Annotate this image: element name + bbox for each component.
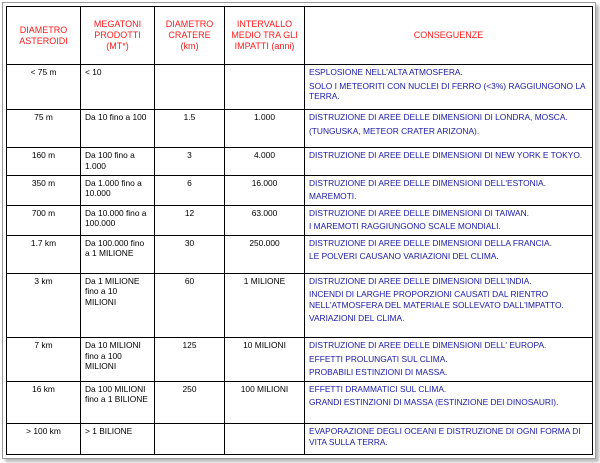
table-frame	[2, 2, 596, 459]
megatons-cell: Da 100.000 fino a 1 MILIONE	[81, 235, 155, 273]
crater-cell: 6	[155, 175, 225, 205]
table-row	[7, 110, 593, 148]
interval-cell	[225, 65, 305, 110]
consequence-line: DISTRUZIONE DI AREE DELLE DIMENSIONI DI LONDRA, MOSCA.	[309, 112, 568, 123]
diameter-cell: 7 km	[7, 338, 81, 382]
consequence-line: EFFETTI DRAMMATICI SUL CLIMA.	[309, 383, 447, 394]
table-row	[7, 273, 593, 338]
table-row	[7, 205, 593, 235]
consequences-cell	[305, 110, 593, 148]
diameter-cell: 3 km	[7, 273, 81, 338]
consequence-line: (TUNGUSKA, METEOR CRATER ARIZONA).	[309, 125, 480, 136]
consequence-line: MAREMOTI.	[309, 191, 357, 202]
consequences-cell	[305, 273, 593, 338]
interval-cell: 10 MILIONI	[225, 338, 305, 382]
consequences-cell	[305, 205, 593, 235]
interval-cell: 4.000	[225, 148, 305, 176]
diameter-cell: 75 m	[7, 110, 81, 148]
megatons-cell: > 1 BILIONE	[81, 424, 155, 455]
megatons-cell: < 10	[81, 65, 155, 110]
crater-cell: 12	[155, 205, 225, 235]
megatons-cell: Da 10 fino a 100	[81, 110, 155, 148]
megatons-cell: Da 10 MILIONI fino a 100 MILIONI	[81, 338, 155, 382]
consequence-line: DISTRUZIONE DI AREE DELLE DIMENSIONI DELL'INDIA.	[309, 275, 532, 286]
table-body	[7, 65, 593, 455]
consequence-line: I MAREMOTI RAGGIUNGONO SCALE MONDIALI.	[309, 221, 501, 232]
crater-cell	[155, 65, 225, 110]
consequences-cell	[305, 338, 593, 382]
megatons-cell: Da 100 MILIONI fino a 1 BILIONE	[81, 381, 155, 423]
consequence-line: INCENDI DI LARGHE PROPORZIONI CAUSATI DAL RIENTRO NELL'ATMOSFERA DEL MATERIALE SOLLEVATO DALL'IMPATTO.	[309, 289, 564, 310]
consequences-cell	[305, 65, 593, 110]
header-megatons: MEGATONI PRODOTTI (MT*)	[81, 7, 155, 65]
header-row	[7, 7, 593, 65]
diameter-cell: 160 m	[7, 148, 81, 176]
consequence-line: DISTRUZIONE DI AREE DELLE DIMENSIONI DELLA FRANCIA.	[309, 237, 552, 248]
interval-cell: 1.000	[225, 110, 305, 148]
header-interval: INTERVALLO MEDIO TRA GLI IMPATTI (anni)	[225, 7, 305, 65]
megatons-cell: Da 1 MILIONE fino a 10 MILIONI	[81, 273, 155, 338]
megatons-cell: Da 10.000 fino a 100.000	[81, 205, 155, 235]
crater-cell: 3	[155, 148, 225, 176]
consequences-cell	[305, 148, 593, 176]
table-row	[7, 338, 593, 382]
diameter-cell: 700 m	[7, 205, 81, 235]
diameter-cell: 16 km	[7, 381, 81, 423]
consequences-cell	[305, 381, 593, 423]
interval-cell: 250.000	[225, 235, 305, 273]
crater-cell	[155, 424, 225, 455]
consequence-line: DISTRUZIONE DI AREE DELLE DIMENSIONI DELL'ESTONIA.	[309, 177, 546, 188]
interval-cell: 16.000	[225, 175, 305, 205]
interval-cell	[225, 424, 305, 455]
crater-cell: 250	[155, 381, 225, 423]
consequence-line: GRANDI ESTINZIONI DI MASSA (ESTINZIONE DEI DINOSAURI).	[309, 397, 559, 408]
interval-cell: 1 MILIONE	[225, 273, 305, 338]
table-row	[7, 175, 593, 205]
interval-cell: 100 MILIONI	[225, 381, 305, 423]
table-row	[7, 148, 593, 176]
consequence-line: DISTRUZIONE DI AREE DELLE DIMENSIONI DI TAIWAN.	[309, 207, 529, 218]
consequence-line: PROBABILI ESTINZIONI DI MASSA.	[309, 367, 448, 378]
crater-cell: 1.5	[155, 110, 225, 148]
crater-cell: 30	[155, 235, 225, 273]
consequence-line: EFFETTI PROLUNGATI SUL CLIMA.	[309, 353, 448, 364]
consequence-line: DISTRUZIONE DI AREE DELLE DIMENSIONI DI NEW YORK E TOKYO.	[309, 150, 583, 161]
consequence-line: SOLO I METEORITI CON NUCLEI DI FERRO (<3%) RAGGIUNGONO LA TERRA.	[309, 80, 586, 101]
table-row	[7, 65, 593, 110]
diameter-cell: 350 m	[7, 175, 81, 205]
diameter-cell: 1.7 km	[7, 235, 81, 273]
crater-cell: 60	[155, 273, 225, 338]
consequence-line: LE POLVERI CAUSANO VARIAZIONI DEL CLIMA.	[309, 251, 499, 262]
consequence-line: EVAPORAZIONE DEGLI OCEANI E DISTRUZIONE DI OGNI FORMA DI VITA SULLA TERRA.	[309, 426, 581, 447]
crater-cell: 125	[155, 338, 225, 382]
diameter-cell: < 75 m	[7, 65, 81, 110]
header-consequences: CONSEGUENZE	[305, 7, 593, 65]
asteroid-impact-table	[6, 6, 593, 455]
megatons-cell: Da 1.000 fino a 10.000	[81, 175, 155, 205]
consequences-cell	[305, 175, 593, 205]
table-row	[7, 381, 593, 423]
consequence-line: DISTRUZIONE DI AREE DELLE DIMENSIONI DELL' EUROPA.	[309, 340, 547, 351]
consequences-cell	[305, 235, 593, 273]
interval-cell: 63.000	[225, 205, 305, 235]
header-diameter: DIAMETRO ASTEROIDI	[7, 7, 81, 65]
consequence-line: VARIAZIONI DEL CLIMA.	[309, 313, 405, 324]
table-row	[7, 235, 593, 273]
megatons-cell: Da 100 fino a 1.000	[81, 148, 155, 176]
consequences-cell	[305, 424, 593, 455]
header-crater: DIAMETRO CRATERE (km)	[155, 7, 225, 65]
diameter-cell: > 100 km	[7, 424, 81, 455]
table-row	[7, 424, 593, 455]
consequence-line: ESPLOSIONE NELL'ALTA ATMOSFERA.	[309, 67, 463, 77]
